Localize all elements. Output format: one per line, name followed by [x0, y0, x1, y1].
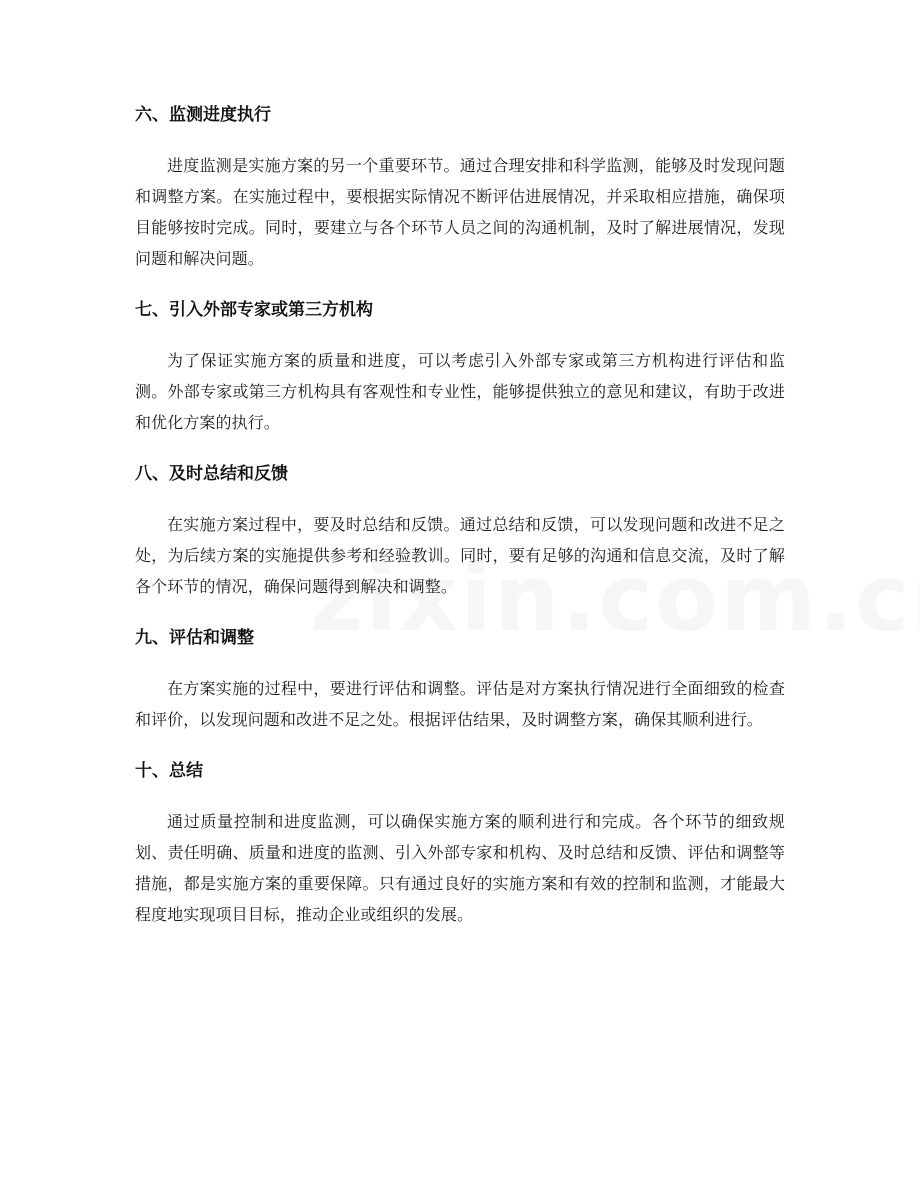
- section-paragraph: 通过质量控制和进度监测，可以确保实施方案的顺利进行和完成。各个环节的细致规划、责任明确、质量和进度的监测、引入外部专家和机构、及时总结和反馈、评估和调整等措施，都是实施方案的重要保障。只有通过良好的实施方案和有效的控制和监测，才能最大程度地实现项目目标，推动企业或组织的发展。: [135, 812, 785, 924]
- section-heading: 七、引入外部专家或第三方机构: [135, 300, 373, 320]
- section-7: [135, 298, 785, 438]
- section-heading: 九、评估和调整: [135, 628, 254, 648]
- section-heading: 六、监测进度执行: [135, 105, 271, 125]
- section-10: [135, 759, 785, 930]
- section-6: [135, 103, 785, 274]
- section-paragraph: 进度监测是实施方案的另一个重要环节。通过合理安排和科学监测，能够及时发现问题和调整方案。在实施过程中，要根据实际情况不断评估进展情况，并采取相应措施，确保项目能够按时完成。同时，要建立与各个环节人员之间的沟通机制，及时了解进展情况，发现问题和解决问题。: [135, 156, 785, 268]
- section-8: [135, 462, 785, 602]
- section-paragraph: 在方案实施的过程中，要进行评估和调整。评估是对方案执行情况进行全面细致的检查和评价，以发现问题和改进不足之处。根据评估结果，及时调整方案，确保其顺利进行。: [135, 679, 785, 729]
- section-paragraph: 为了保证实施方案的质量和进度，可以考虑引入外部专家或第三方机构进行评估和监测。外部专家或第三方机构具有客观性和专业性，能够提供独立的意见和建议，有助于改进和优化方案的执行。: [135, 351, 785, 432]
- section-paragraph: 在实施方案过程中，要及时总结和反馈。通过总结和反馈，可以发现问题和改进不足之处，为后续方案的实施提供参考和经验教训。同时，要有足够的沟通和信息交流，及时了解各个环节的情况，确保问题得到解决和调整。: [135, 515, 785, 596]
- section-heading: 十、总结: [135, 761, 203, 781]
- section-heading: 八、及时总结和反馈: [135, 464, 288, 484]
- section-9: [135, 626, 785, 735]
- document-body: [135, 103, 785, 954]
